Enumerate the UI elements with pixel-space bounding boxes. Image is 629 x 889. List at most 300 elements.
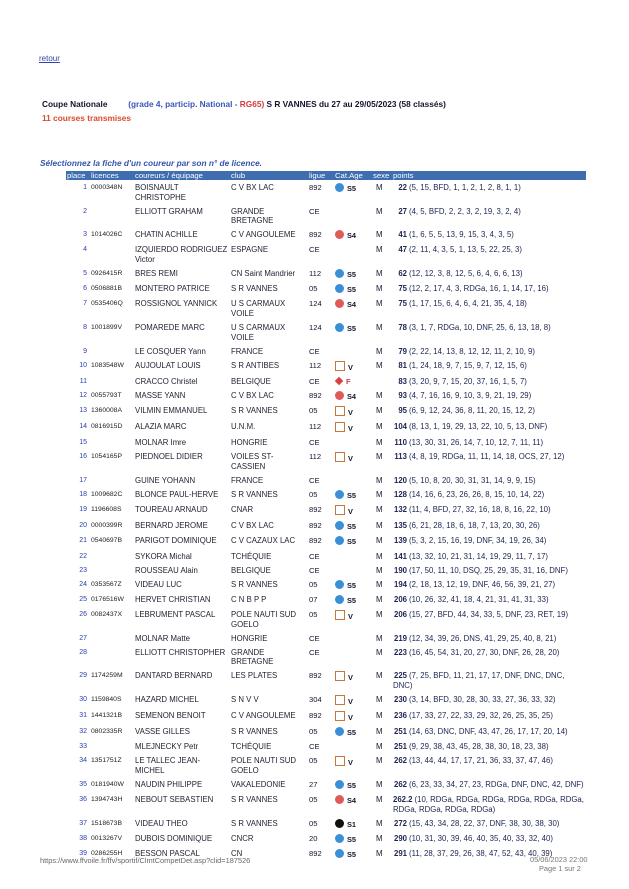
points-detail: (4, 5, BFD, 2, 2, 3, 2, 19, 3, 2, 4) bbox=[409, 206, 521, 216]
table-row bbox=[66, 668, 586, 692]
club-cell: GRANDE BRETAGNE bbox=[231, 647, 274, 667]
cat-age-cell bbox=[334, 846, 372, 861]
points-detail: (15, 43, 34, 28, 22, 37, DNF, 38, 30, 38, 30) bbox=[409, 818, 560, 828]
points-detail: (10, 26, 32, 41, 18, 4, 21, 31, 41, 31, 33) bbox=[409, 594, 549, 604]
ligue-cell: 112 bbox=[309, 269, 322, 279]
ligue-cell: 05 bbox=[309, 727, 318, 737]
cat-age-cell bbox=[334, 266, 372, 281]
club-cell: S R VANNES bbox=[231, 579, 278, 589]
licence-link bbox=[90, 435, 134, 449]
cat-age-label: S5 bbox=[347, 595, 357, 605]
licence-link[interactable]: 1009682C bbox=[91, 491, 123, 499]
points-cell bbox=[392, 668, 586, 692]
table-row bbox=[66, 344, 586, 358]
points-cell bbox=[392, 753, 586, 777]
club-cell: U S CARMAUX VOILE bbox=[231, 323, 286, 342]
licence-link[interactable]: 1001899V bbox=[91, 324, 122, 332]
licence-link[interactable]: 1196608S bbox=[91, 506, 122, 514]
cat-age-label: S5 bbox=[347, 285, 357, 295]
ligue-cell: 112 bbox=[309, 360, 322, 370]
cat-age-label: S5 bbox=[347, 728, 357, 738]
club-cell: HONGRIE bbox=[231, 633, 268, 643]
sexe-cell: M bbox=[376, 452, 383, 462]
sexe-cell: M bbox=[376, 391, 383, 400]
cat-age-label: V bbox=[348, 611, 353, 621]
col-place: place bbox=[66, 171, 90, 180]
table-row bbox=[66, 739, 586, 753]
sailor-name: SEMENON BENOIT bbox=[135, 711, 206, 721]
ligue-cell: 20 bbox=[309, 834, 318, 843]
cat-age-cell bbox=[334, 242, 372, 266]
points-detail: (13, 44, 44, 17, 17, 21, 36, 33, 37, 47, 46) bbox=[409, 756, 553, 766]
place-cell: 27 bbox=[79, 634, 87, 642]
cat-age-label: V bbox=[348, 673, 353, 683]
points-detail: (6, 21, 28, 18, 6, 18, 7, 13, 20, 30, 26) bbox=[409, 521, 540, 531]
sexe-cell: M bbox=[376, 422, 383, 432]
points-detail: (16, 45, 54, 31, 20, 27, 30, DNF, 26, 28, 20) bbox=[409, 647, 560, 657]
veteran-box-icon bbox=[335, 756, 345, 766]
sexe-cell: M bbox=[376, 565, 383, 575]
club-cell: CN bbox=[231, 849, 243, 859]
licence-link[interactable]: 1518673B bbox=[91, 819, 122, 827]
sailor-name: MASSE YANN bbox=[135, 391, 186, 400]
sexe-cell: M bbox=[376, 551, 383, 561]
ligue-cell: 892 bbox=[309, 391, 322, 400]
licence-link bbox=[90, 242, 134, 266]
licence-link bbox=[90, 344, 134, 358]
cat-age-cell bbox=[334, 487, 372, 502]
club-cell: C V ANGOULEME bbox=[231, 230, 296, 240]
table-row bbox=[66, 374, 586, 388]
cat-age-label: S4 bbox=[347, 796, 357, 806]
points-cell bbox=[392, 344, 586, 358]
table-row bbox=[66, 502, 586, 518]
points-detail: (1, 6, 5, 5, 13, 9, 15, 3, 4, 3, 5) bbox=[409, 230, 514, 240]
cat-age-label: S5 bbox=[347, 522, 357, 532]
place-cell: 29 bbox=[79, 672, 87, 680]
points-cell bbox=[392, 388, 586, 403]
licence-link[interactable]: 0286255H bbox=[91, 850, 123, 858]
footer-url: https://www.ffvoile.fr/ffv/sportif/ClmtCompetDet.asp?clid=187526 bbox=[40, 856, 251, 865]
club-cell: C V CAZAUX LAC bbox=[231, 536, 296, 546]
cat-age-cell bbox=[334, 473, 372, 487]
licence-link[interactable]: 1441321B bbox=[91, 712, 122, 720]
licence-link[interactable]: 1351751Z bbox=[91, 757, 122, 765]
cat-age-cell bbox=[334, 518, 372, 533]
veteran-box-icon bbox=[335, 610, 345, 620]
cat-age-cell bbox=[334, 296, 372, 320]
points-cell bbox=[392, 708, 586, 724]
points-total: 141 bbox=[393, 551, 407, 561]
cat-age-cell bbox=[334, 692, 372, 708]
points-detail: (3, 14, BFD, 30, 28, 30, 33, 27, 36, 33, 32) bbox=[409, 695, 556, 705]
points-total: 22 bbox=[398, 183, 407, 192]
cat-age-label: S5 bbox=[347, 781, 357, 791]
blue-dot-icon bbox=[335, 727, 344, 736]
ligue-cell: 892 bbox=[309, 505, 322, 515]
licence-link[interactable]: 0353567Z bbox=[91, 580, 122, 588]
licence-link[interactable]: 0802335R bbox=[91, 728, 123, 736]
blue-dot-icon bbox=[335, 183, 344, 192]
blue-dot-icon bbox=[335, 323, 344, 332]
points-cell bbox=[392, 358, 586, 374]
points-cell bbox=[392, 296, 586, 320]
licence-link[interactable]: 0816915D bbox=[91, 423, 123, 431]
cat-age-cell bbox=[334, 753, 372, 777]
sexe-cell: M bbox=[376, 206, 383, 216]
cat-age-cell bbox=[334, 502, 372, 518]
sailor-name: HERVET CHRISTIAN bbox=[135, 594, 211, 604]
cat-age-label: S4 bbox=[347, 231, 357, 241]
ligue-cell: CE bbox=[309, 206, 320, 216]
cat-age-cell bbox=[334, 668, 372, 692]
sailor-name: VIDEAU THEO bbox=[135, 818, 188, 828]
place-cell: 3 bbox=[83, 231, 87, 239]
veteran-box-icon bbox=[335, 505, 345, 515]
cat-age-cell bbox=[334, 320, 372, 344]
club-cell: CN Saint Mandrier bbox=[231, 269, 296, 279]
place-cell: 7 bbox=[83, 300, 87, 308]
ligue-cell: 05 bbox=[309, 490, 318, 500]
licence-link[interactable]: 1054165P bbox=[91, 453, 122, 461]
sailor-name: PARIGOT DOMINIQUE bbox=[135, 536, 217, 546]
points-total: 113 bbox=[394, 452, 407, 462]
points-cell bbox=[392, 645, 586, 669]
points-cell bbox=[392, 607, 586, 631]
place-cell: 9 bbox=[83, 347, 87, 355]
cat-age-cell bbox=[334, 739, 372, 753]
veteran-box-icon bbox=[335, 361, 345, 371]
points-total: 190 bbox=[393, 565, 407, 575]
ligue-cell: CE bbox=[309, 742, 320, 752]
ligue-cell: 892 bbox=[309, 536, 322, 546]
points-total: 93 bbox=[398, 391, 407, 400]
sexe-cell: M bbox=[376, 633, 383, 643]
club-cell: C N B P P bbox=[231, 594, 267, 604]
sexe-cell: M bbox=[376, 490, 383, 500]
cat-age-label: V bbox=[348, 454, 353, 464]
licence-link bbox=[90, 204, 134, 228]
sailor-name: LEBRUMENT PASCAL bbox=[135, 609, 216, 619]
club-cell: GRANDE BRETAGNE bbox=[231, 206, 274, 226]
veteran-box-icon bbox=[335, 671, 345, 681]
licence-link[interactable]: 0176516W bbox=[91, 595, 124, 603]
points-cell bbox=[392, 435, 586, 449]
points-detail: (14, 16, 6, 23, 26, 26, 8, 15, 10, 14, 22) bbox=[409, 490, 545, 500]
place-cell: 33 bbox=[79, 743, 87, 751]
points-total: 290 bbox=[393, 834, 407, 843]
ligue-cell: 112 bbox=[309, 422, 322, 432]
cat-age-cell bbox=[334, 180, 372, 204]
points-total: 206 bbox=[393, 609, 407, 619]
table-row bbox=[66, 753, 586, 777]
sailor-name: GUINE YOHANN bbox=[135, 476, 196, 486]
points-cell bbox=[392, 374, 586, 388]
veteran-box-icon bbox=[335, 406, 345, 416]
place-cell: 22 bbox=[79, 552, 87, 560]
points-detail: (11, 28, 37, 29, 26, 38, 47, 52, 43, 40, 39) bbox=[409, 849, 553, 859]
table-row bbox=[66, 518, 586, 533]
place-cell: 18 bbox=[79, 491, 87, 499]
licence-link[interactable]: 0540697B bbox=[91, 537, 122, 545]
table-row bbox=[66, 692, 586, 708]
sexe-cell: M bbox=[376, 609, 383, 619]
cat-age-cell bbox=[334, 792, 372, 816]
place-cell: 14 bbox=[79, 423, 87, 431]
sexe-cell: M bbox=[376, 346, 383, 356]
competition-title bbox=[42, 99, 446, 109]
table-row bbox=[66, 180, 586, 204]
points-detail: (4, 8, 19, RDGa, 11, 11, 14, 18, OCS, 27, 12) bbox=[409, 452, 565, 462]
points-cell bbox=[392, 266, 586, 281]
sexe-cell: M bbox=[376, 284, 383, 294]
courses-count: 11 courses transmises bbox=[42, 113, 132, 123]
points-detail: (3, 20, 9, 7, 15, 20, 37, 16, 1, 5, 7) bbox=[409, 376, 527, 386]
table-row bbox=[66, 607, 586, 631]
cat-age-cell bbox=[334, 344, 372, 358]
cat-age-label: V bbox=[348, 758, 353, 768]
ligue-cell: CE bbox=[309, 633, 320, 643]
retour-link[interactable]: retour bbox=[39, 54, 60, 63]
table-row bbox=[66, 563, 586, 577]
cat-age-cell bbox=[334, 708, 372, 724]
club-cell: FRANCE bbox=[231, 476, 264, 486]
points-total: 236 bbox=[393, 711, 407, 721]
points-detail: (2, 18, 13, 12, 19, DNF, 46, 56, 39, 21, 27) bbox=[409, 579, 556, 589]
sexe-cell: M bbox=[376, 438, 383, 448]
table-row bbox=[66, 792, 586, 816]
col-ligue: ligue bbox=[308, 171, 334, 180]
points-detail: (2, 11, 4, 3, 5, 1, 13, 5, 22, 25, 3) bbox=[409, 245, 522, 255]
sexe-cell: M bbox=[376, 647, 383, 657]
club-cell: S R VANNES bbox=[231, 727, 278, 737]
col-sexe: sexe bbox=[372, 171, 392, 180]
cat-age-cell bbox=[334, 831, 372, 846]
place-cell: 19 bbox=[79, 506, 87, 514]
licence-link bbox=[90, 549, 134, 563]
cat-age-label: S5 bbox=[347, 270, 357, 280]
ligue-cell: 05 bbox=[309, 406, 318, 416]
club-cell: C V BX LAC bbox=[231, 183, 274, 192]
points-total: 206 bbox=[393, 594, 407, 604]
points-detail: (1, 17, 15, 6, 4, 6, 4, 21, 35, 4, 18) bbox=[409, 299, 527, 309]
sexe-cell: M bbox=[376, 671, 383, 681]
points-cell bbox=[392, 533, 586, 548]
points-total: 262 bbox=[393, 756, 407, 766]
ligue-cell: 124 bbox=[309, 323, 322, 333]
licence-link[interactable]: 0181940W bbox=[91, 781, 124, 789]
ligue-cell: 304 bbox=[309, 695, 322, 705]
sailor-name: LE COSQUER Yann bbox=[135, 346, 206, 356]
cat-age-label: S4 bbox=[347, 392, 357, 401]
ligue-cell: 05 bbox=[309, 818, 318, 828]
blue-dot-icon bbox=[335, 834, 344, 843]
sexe-cell: M bbox=[376, 406, 383, 416]
cat-age-label: V bbox=[348, 713, 353, 723]
table-row bbox=[66, 266, 586, 281]
points-cell bbox=[392, 227, 586, 242]
competition-club: S R VANNES bbox=[266, 99, 317, 109]
cat-age-cell bbox=[334, 577, 372, 592]
ligue-cell: CE bbox=[309, 438, 320, 448]
licence-link[interactable]: 1159840S bbox=[91, 696, 122, 704]
place-cell: 1 bbox=[83, 184, 87, 191]
ligue-cell: CE bbox=[309, 376, 320, 386]
place-cell: 24 bbox=[79, 580, 87, 588]
licence-link bbox=[90, 739, 134, 753]
points-cell bbox=[392, 242, 586, 266]
competition-code: RG65) bbox=[239, 99, 265, 109]
col-cat-age: Cat.Age bbox=[334, 171, 372, 180]
sexe-cell: M bbox=[376, 183, 383, 192]
points-total: 79 bbox=[398, 346, 407, 356]
table-row bbox=[66, 592, 586, 607]
licence-link[interactable]: 0013267V bbox=[91, 835, 122, 842]
sexe-cell: M bbox=[376, 536, 383, 546]
veteran-box-icon bbox=[335, 711, 345, 721]
ligue-cell: 892 bbox=[309, 849, 322, 859]
points-cell bbox=[392, 592, 586, 607]
ligue-cell: 05 bbox=[309, 284, 318, 294]
licence-link bbox=[90, 473, 134, 487]
licence-link[interactable]: 1174259M bbox=[91, 672, 123, 680]
veteran-box-icon bbox=[335, 422, 345, 432]
club-cell: C V ANGOULEME bbox=[231, 711, 296, 721]
table-row bbox=[66, 708, 586, 724]
points-cell bbox=[392, 473, 586, 487]
club-cell: S R VANNES bbox=[231, 795, 278, 805]
col-club: club bbox=[230, 171, 308, 180]
licence-link[interactable]: 1360008A bbox=[91, 407, 122, 415]
table-row bbox=[66, 435, 586, 449]
ligue-cell: 892 bbox=[309, 521, 322, 531]
place-cell: 34 bbox=[79, 757, 87, 765]
points-cell bbox=[392, 204, 586, 228]
club-cell: BELGIQUE bbox=[231, 565, 271, 575]
table-row bbox=[66, 724, 586, 739]
points-detail: (13, 32, 10, 21, 31, 14, 19, 29, 11, 7, 17) bbox=[409, 551, 548, 561]
results-table bbox=[66, 171, 586, 861]
points-detail: (9, 29, 38, 43, 45, 28, 38, 30, 18, 23, 38) bbox=[409, 742, 549, 752]
points-cell bbox=[392, 816, 586, 831]
licence-link[interactable]: 0535406Q bbox=[91, 300, 123, 308]
blue-dot-icon bbox=[335, 490, 344, 499]
points-cell bbox=[392, 320, 586, 344]
sailor-name: DANTARD BERNARD bbox=[135, 671, 213, 681]
points-detail: (10, 31, 30, 39, 46, 40, 35, 40, 33, 32, 40) bbox=[409, 834, 553, 843]
sexe-cell: M bbox=[376, 360, 383, 370]
table-row bbox=[66, 281, 586, 296]
ligue-cell: CE bbox=[309, 647, 320, 657]
points-detail: (2, 22, 14, 13, 8, 12, 12, 11, 2, 10, 9) bbox=[409, 346, 535, 356]
place-cell: 15 bbox=[79, 439, 87, 447]
black-dot-icon bbox=[335, 819, 344, 828]
licence-link[interactable]: 0000399R bbox=[91, 522, 123, 530]
table-row bbox=[66, 549, 586, 563]
licence-link[interactable]: 0055793T bbox=[91, 392, 122, 399]
club-cell: POLE NAUTI SUD GOELO bbox=[231, 609, 296, 629]
licence-link[interactable]: 0000348N bbox=[91, 184, 123, 191]
licence-link[interactable]: 0926415R bbox=[91, 270, 123, 278]
table-row bbox=[66, 645, 586, 669]
sailor-name: BRES REMI bbox=[135, 269, 178, 279]
licence-link[interactable]: 0506881B bbox=[91, 285, 122, 293]
sexe-cell: M bbox=[376, 521, 383, 531]
points-total: 41 bbox=[398, 230, 407, 240]
sexe-cell: M bbox=[376, 230, 383, 240]
ligue-cell: 05 bbox=[309, 579, 318, 589]
cat-age-label: S1 bbox=[347, 819, 357, 829]
cat-age-cell bbox=[334, 281, 372, 296]
cat-age-label: S5 bbox=[347, 184, 357, 193]
ligue-cell: CE bbox=[309, 245, 320, 255]
cat-age-cell bbox=[334, 227, 372, 242]
points-total: 132 bbox=[393, 505, 407, 515]
points-cell bbox=[392, 563, 586, 577]
cat-age-label: V bbox=[348, 424, 353, 434]
licence-link[interactable]: 0082437X bbox=[91, 610, 122, 618]
points-total: 104 bbox=[393, 422, 407, 432]
ligue-cell: 892 bbox=[309, 183, 322, 192]
cat-age-cell bbox=[334, 549, 372, 563]
points-total: 47 bbox=[398, 245, 407, 255]
red-dot-icon bbox=[335, 795, 344, 804]
blue-dot-icon bbox=[335, 521, 344, 530]
sexe-cell: M bbox=[376, 818, 383, 828]
cat-age-cell bbox=[334, 607, 372, 631]
club-cell: LES PLATES bbox=[231, 671, 278, 681]
sailor-name: LE TALLEC JEAN-MICHEL bbox=[135, 756, 201, 776]
licence-link[interactable]: 1394743H bbox=[91, 796, 123, 804]
cat-age-label: S5 bbox=[347, 491, 357, 501]
ligue-cell: CE bbox=[309, 346, 320, 356]
table-row bbox=[66, 577, 586, 592]
cat-age-cell bbox=[334, 533, 372, 548]
sexe-cell: M bbox=[376, 695, 383, 705]
ligue-cell: CE bbox=[309, 551, 320, 561]
table-row bbox=[66, 358, 586, 374]
sailor-name: MOLNAR Imre bbox=[135, 438, 187, 448]
sailor-name: VILMIN EMMANUEL bbox=[135, 406, 208, 416]
table-row bbox=[66, 631, 586, 645]
club-cell: TCHÉQUIE bbox=[231, 551, 272, 561]
place-cell: 35 bbox=[79, 781, 87, 789]
points-total: 230 bbox=[393, 695, 407, 705]
points-detail: (12, 12, 3, 8, 12, 5, 6, 4, 6, 6, 13) bbox=[409, 269, 523, 279]
points-detail: (17, 33, 27, 22, 33, 29, 32, 26, 25, 35, 25) bbox=[409, 711, 553, 721]
points-cell bbox=[392, 518, 586, 533]
sexe-cell: M bbox=[376, 834, 383, 843]
ligue-cell: CE bbox=[309, 476, 320, 486]
cat-age-label: S5 bbox=[347, 850, 357, 860]
club-cell: U S CARMAUX VOILE bbox=[231, 299, 286, 318]
licence-link[interactable]: 1014026C bbox=[91, 231, 123, 239]
points-total: 262 bbox=[393, 780, 407, 790]
points-total: 139 bbox=[393, 536, 407, 546]
points-detail: (1, 24, 18, 9, 7, 15, 9, 7, 12, 15, 6) bbox=[409, 360, 527, 370]
licence-link[interactable]: 1083548W bbox=[91, 361, 124, 369]
points-total: 219 bbox=[393, 633, 407, 643]
ligue-cell: 27 bbox=[309, 780, 318, 790]
place-cell: 20 bbox=[79, 522, 87, 530]
sexe-cell bbox=[372, 374, 392, 388]
table-row bbox=[66, 473, 586, 487]
points-cell bbox=[392, 419, 586, 435]
cat-age-label: S5 bbox=[347, 580, 357, 590]
points-cell bbox=[392, 487, 586, 502]
points-detail: (6, 23, 33, 34, 27, 23, RDGa, DNF, DNC, 42, DNF) bbox=[409, 780, 584, 790]
table-row bbox=[66, 296, 586, 320]
